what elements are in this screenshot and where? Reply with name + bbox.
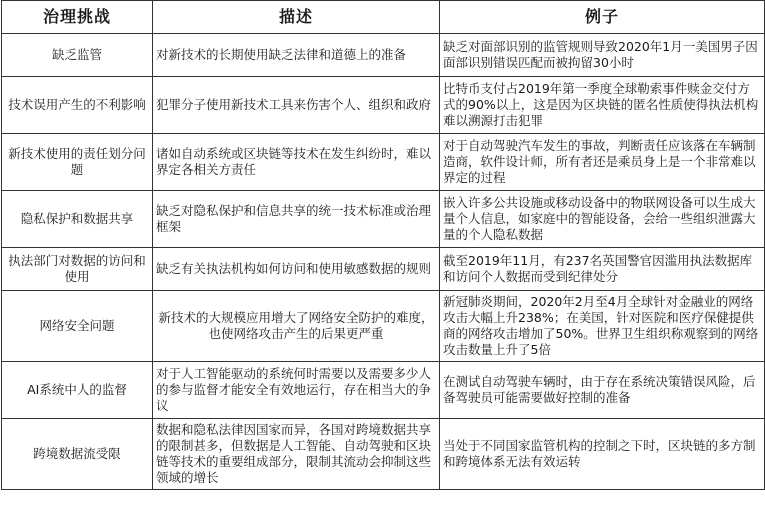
table-row <box>2 291 765 362</box>
description-cell: 缺乏有关执法机构如何访问和使用敏感数据的规则 <box>153 248 440 291</box>
description-cell: 缺乏对隐私保护和信息共享的统一技术标准或治理框架 <box>153 191 440 248</box>
challenge-cell: 执法部门对数据的访问和使用 <box>2 248 153 291</box>
header-row <box>2 1 765 34</box>
challenge-cell: AI系统中人的监督 <box>2 362 153 419</box>
table-row <box>2 34 765 77</box>
table-row <box>2 134 765 191</box>
example-cell: 新冠肺炎期间，2020年2月至4月全球针对金融业的网络攻击大幅上升238%；在美国，针对医院和医疗保健提供商的网络攻击增加了50%。世界卫生组织称观察到的网络攻击数量上升了5倍 <box>440 291 765 362</box>
example-cell: 缺乏对面部识别的监管规则导致2020年1月一美国男子因面部识别错误匹配而被拘留30小时 <box>440 34 765 77</box>
challenge-cell: 跨境数据流受限 <box>2 419 153 490</box>
table-row <box>2 362 765 419</box>
challenge-cell: 隐私保护和数据共享 <box>2 191 153 248</box>
challenge-cell: 技术误用产生的不利影响 <box>2 77 153 134</box>
governance-challenges-table <box>1 0 765 490</box>
description-cell: 新技术的大规模应用增大了网络安全防护的难度，也使网络攻击产生的后果更严重 <box>153 291 440 362</box>
header-challenge: 治理挑战 <box>2 1 153 34</box>
example-cell: 截至2019年11月，有237名英国警官因滥用执法数据库和访问个人数据而受到纪律处分 <box>440 248 765 291</box>
table-row <box>2 77 765 134</box>
description-cell: 对新技术的长期使用缺乏法律和道德上的准备 <box>153 34 440 77</box>
example-cell: 嵌入许多公共设施或移动设备中的物联网设备可以生成大量个人信息，如家庭中的智能设备，会给一些组织泄露大量的个人隐私数据 <box>440 191 765 248</box>
description-cell: 犯罪分子使用新技术工具来伤害个人、组织和政府 <box>153 77 440 134</box>
example-cell: 对于自动驾驶汽车发生的事故，判断责任应该落在车辆制造商，软件设计师，所有者还是乘员身上是一个非常难以界定的过程 <box>440 134 765 191</box>
header-example: 例子 <box>440 1 765 34</box>
table-row <box>2 191 765 248</box>
description-cell: 数据和隐私法律因国家而异，各国对跨境数据共享的限制甚多，但数据是人工智能、自动驾驶和区块链等技术的重要组成部分，限制其流动会抑制这些领域的增长 <box>153 419 440 490</box>
description-cell: 对于人工智能驱动的系统何时需要以及需要多少人的参与监督才能安全有效地运行，存在相当大的争议 <box>153 362 440 419</box>
example-cell: 在测试自动驾驶车辆时，由于存在系统决策错误风险，后备驾驶员可能需要做好控制的准备 <box>440 362 765 419</box>
description-cell: 诸如自动系统或区块链等技术在发生纠纷时，难以界定各相关方责任 <box>153 134 440 191</box>
header-description: 描述 <box>153 1 440 34</box>
challenge-cell: 新技术使用的责任划分问题 <box>2 134 153 191</box>
example-cell: 当处于不同国家监管机构的控制之下时，区块链的多方制和跨境体系无法有效运转 <box>440 419 765 490</box>
table-row <box>2 248 765 291</box>
challenge-cell: 缺乏监管 <box>2 34 153 77</box>
challenge-cell: 网络安全问题 <box>2 291 153 362</box>
table-row <box>2 419 765 490</box>
example-cell: 比特币支付占2019年第一季度全球勒索事件赎金交付方式的90%以上，这是因为区块链的匿名性质使得执法机构难以溯源打击犯罪 <box>440 77 765 134</box>
